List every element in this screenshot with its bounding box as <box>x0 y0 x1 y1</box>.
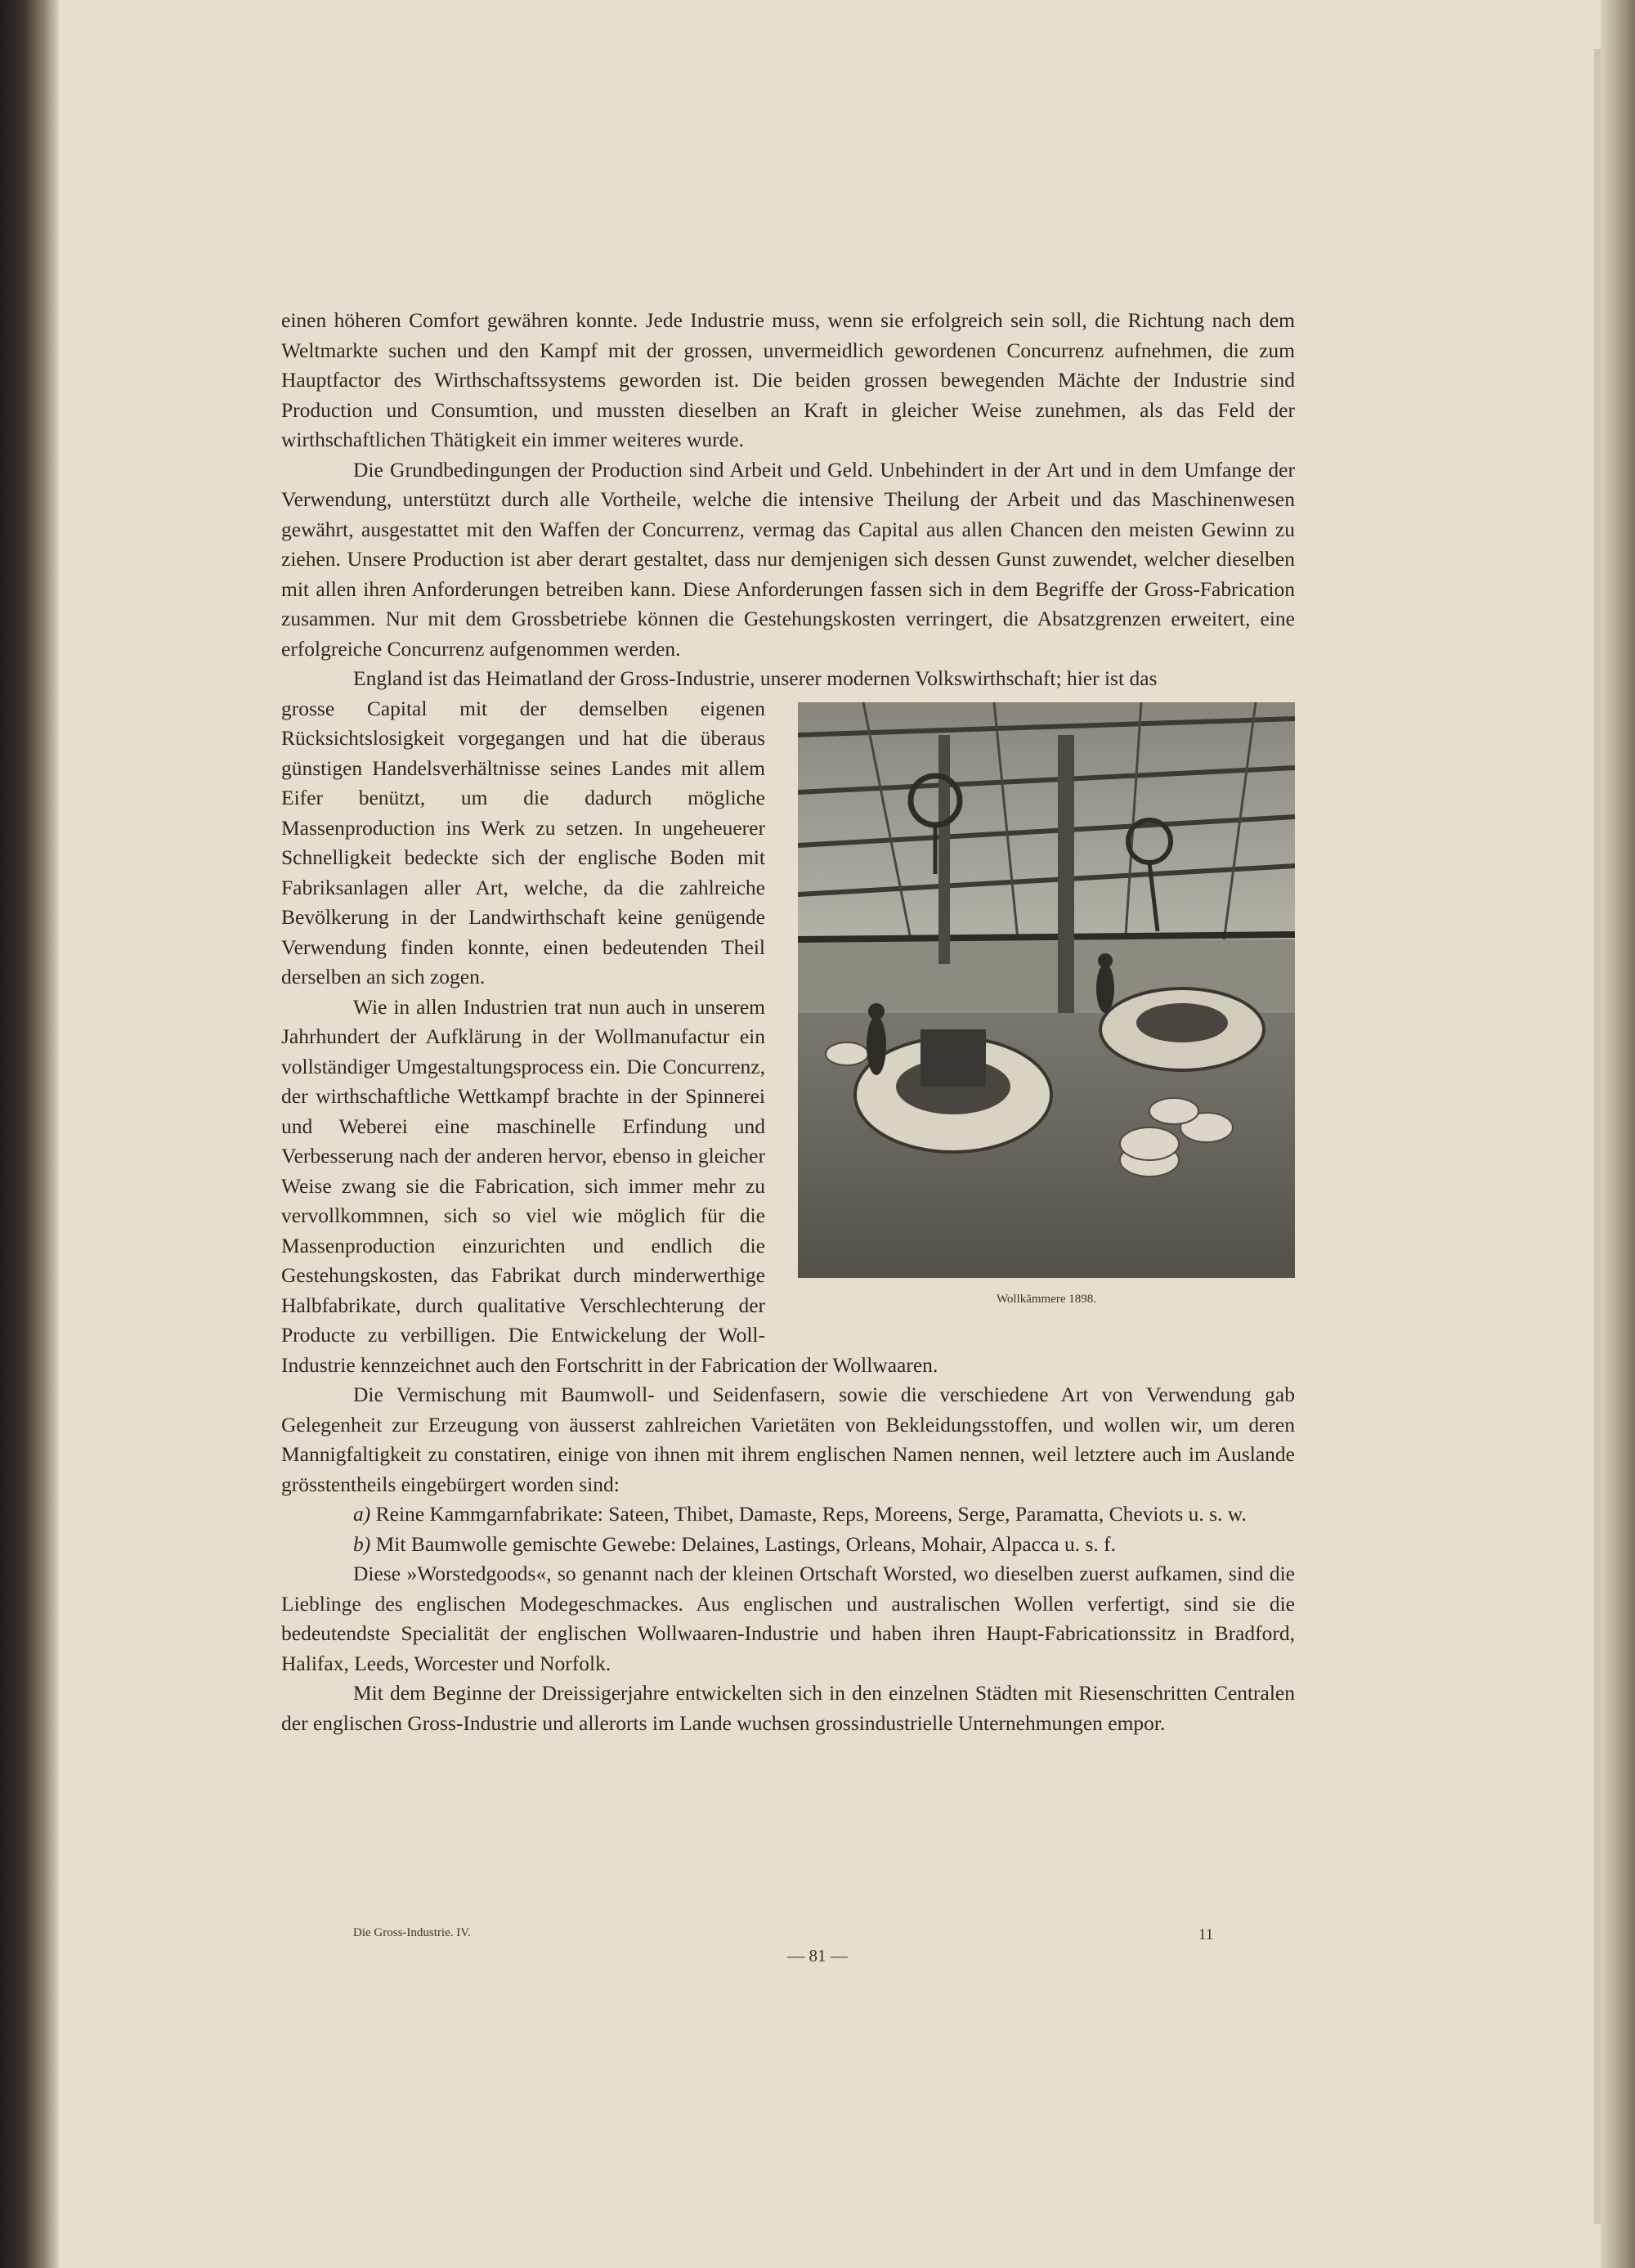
figure-caption: Wollkämmere 1898. <box>996 1292 1097 1306</box>
footer-signature: Die Gross-Industrie. IV. <box>353 1926 471 1939</box>
paragraph-2: Die Grundbedingungen der Production sind Arbeit und Geld. Unbehindert in der Art und in dem Umfange der Verwendung, unterstützt durch alle Vortheile, welche die intensive Theilung der Arbeit und das Maschinenwesen gewährt, ausgestattet mit den Waffen der Concurrenz, vermag das Capital aus allen Chancen den meisten Gewinn zu ziehen. Unsere Production ist aber derart gestaltet, dass nur demjenigen sich dessen Gunst zuwendet, welcher dieselben mit allen ihren Anforderungen betreiben kann. Diese Anforderungen fassen sich in dem Begriffe der Gross-Fabrication zusammen. Nur mit dem Grossbetriebe können die Gestehungskosten verringert, die Absatzgrenzen erweitert, eine erfolgreiche Concurrenz aufgenommen werden. <box>281 457 1295 661</box>
book-binding <box>0 0 59 2268</box>
page-number: — 81 — <box>787 1946 848 1965</box>
paragraph-4: Wie in allen Industrien trat nun auch in unserem Jahrhundert der Aufklärung in der Wollmanufactur ein vollständiger Umgestaltungsprocess ein. Die Concurrenz, der wirthschaftliche Wettkampf brachte in der Spinnerei und Weberei eine maschinelle Erfindung und Verbesserung nach der anderen hervor, ebenso in gleicher Weise zwang sie die Fabrication, sich immer mehr zu vervollkommnen, sich so viel wie möglich für die Massenproduction einzurichten und endlich die Gestehungskosten, das Fabrikat durch minderwerthige Halbfabrikate, durch qualitative Verschlechterung der Producte zu verbilligen. Die Entwickelung der Woll-Industrie kennzeichnet auch den Fortschritt in der Fabrication der Wollwaaren. <box>281 994 938 1377</box>
sheet-number: 11 <box>1198 1926 1214 1943</box>
page-edge <box>1601 0 1635 2268</box>
wool-combing-photo <box>798 702 1295 1278</box>
list-text-a: Reine Kammgarnfabrikate: Sateen, Thibet, Damaste, Reps, Moreens, Serge, Paramatta, Cheviots u. s. w. <box>375 1502 1247 1526</box>
factory-illustration <box>798 702 1295 1278</box>
figure <box>798 702 1295 1319</box>
paragraph-3-first-line: England ist das Heimatland der Gross-Industrie, unserer modernen Volkswirthschaft; hier ist das <box>353 666 1158 690</box>
paragraph-9: Mit dem Beginne der Dreissigerjahre entwickelten sich in den einzelnen Städten mit Riesenschritten Centralen der englischen Gross-Industrie und allerorts im Lande wuchsen grossindustrielle Unternehmungen empor. <box>281 1681 1295 1735</box>
paragraph-8: Diese »Worstedgoods«, so genannt nach der kleinen Ortschaft Worsted, wo dieselben zuerst aufkamen, sind die Lieblinge des englischen Modegeschmackes. Aus englischen und australischen Wollen verfertigt, sind sie die bedeutendste Specialität der englischen Wollwaaren-Industrie und haben ihren Haupt-Fabricationssitz in Bradford, Halifax, Leeds, Worcester und Norfolk. <box>281 1562 1295 1675</box>
paragraph-5: Die Vermischung mit Baumwoll- und Seidenfasern, sowie die verschiedene Art von Verwendung gab Gelegenheit zur Erzeugung von äusserst zahlreichen Varietäten von Bekleidungsstoffen, und wollen wir, um deren Mannigfaltigkeit zu constatiren, einige von ihnen mit ihrem englischen Namen nennen, weil letztere auch im Auslande grösstentheils eingebürgert worden sind: <box>281 1383 1295 1496</box>
list-item-b <box>281 1530 1295 1560</box>
list-label-b: b) <box>353 1531 371 1556</box>
paragraph-1: einen höheren Comfort gewähren konnte. Jede Industrie muss, wenn sie erfolgreich sein soll, die Richtung nach dem Weltmarkte suchen und den Kampf mit der grossen, unvermeidlich gewordenen Concurrenz aufnehmen, die zum Hauptfactor des Wirthschaftssystems geworden ist. Die beiden grossen bewegenden Mächte der Industrie sind Production und Consumtion, und mussten dieselben an Kraft in gleicher Weise zunehmen, als das Feld der wirthschaftlichen Thätigkeit ein immer weiteres wurde. <box>281 308 1295 451</box>
body-text <box>281 306 1295 1738</box>
list-label-a: a) <box>353 1502 371 1526</box>
list-item-a <box>281 1499 1295 1530</box>
list-text-b: Mit Baumwolle gemischte Gewebe: Delaines, Lastings, Orleans, Mohair, Alpacca u. s. f. <box>375 1531 1117 1556</box>
paragraph-3: grosse Capital mit der demselben eigenen Rücksichtslosigkeit vorgegangen und hat die überaus günstigen Handelsverhältnisse seines Landes mit allem Eifer benützt, um die dadurch mögliche Massenproduction ins Werk zu setzen. In ungeheuerer Schnelligkeit bedeckte sich der englische Boden mit Fabriksanlagen aller Art, welche, da die zahlreiche Bevölkerung in der Landwirthschaft keine genügende Verwendung finden konnte, einen bedeutenden Theil derselben an sich zogen. <box>281 696 765 988</box>
page-edge-inner <box>1594 49 1601 2224</box>
